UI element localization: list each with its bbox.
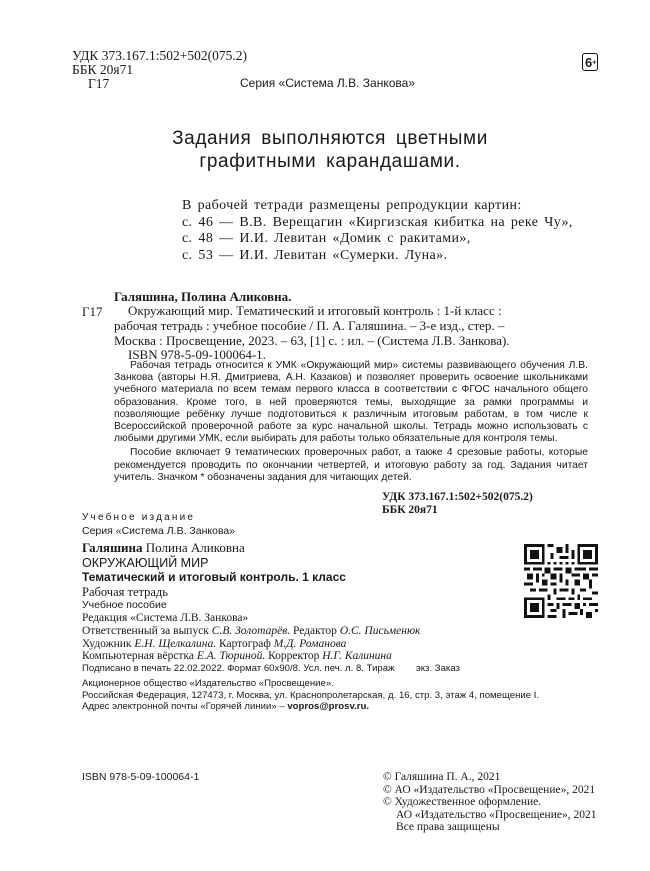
notice-line-1: Задания выполняются цветными	[172, 128, 488, 149]
header-udk: УДК 373.167.1:502+502(075.2)	[72, 48, 248, 63]
age-rating-badge	[582, 53, 598, 71]
bibliography-code: Г17	[82, 304, 103, 319]
imprint-subtitle: Тематический и итоговый контроль. 1 класс	[82, 570, 346, 584]
imprint-kind: Учебное пособие	[82, 599, 167, 611]
copyright-line: © АО «Издательство «Просвещение», 2021	[383, 783, 596, 796]
credits-row	[82, 650, 420, 663]
credits-row	[82, 625, 420, 638]
credit-label: Редактор	[292, 624, 337, 637]
notice-line-2: графитными карандашами.	[199, 151, 461, 172]
isbn: ISBN 978-5-09-100064-1	[82, 771, 200, 783]
credit-name: Н.Г. Калинина	[322, 650, 392, 663]
reproduction-item: с. 48 — И.И. Левитан «Домик с ракитами»,	[182, 231, 471, 246]
publisher-address: Российская Федерация, 127473, г. Москва, ул. Краснопролетарская, д. 16, стр. 3, этаж 4, помещение I.	[82, 689, 540, 701]
imprint-author-surname: Галяшина	[82, 540, 143, 555]
bibliography-isbn: ISBN 978-5-09-100064-1.	[128, 347, 266, 363]
annotation-paragraph-2: Пособие включает 9 тематических проверочных работ, а также 4 срезовые работы, которые рекомендуется проводить по окончании четвертей, и итоговую работу за год. Задания читает учитель. Значком * обозначены задания для читающих детей.	[114, 447, 588, 483]
age-rating-plus: +	[592, 59, 597, 67]
credit-name: М.Д. Романова	[273, 637, 347, 650]
header-series: Серия «Система Л.В. Занкова»	[240, 76, 415, 90]
credit-label: Художник	[82, 637, 132, 650]
annotation-paragraph-1: Рабочая тетрадь относится к УМК «Окружающий мир» системы развивающего обучения Л.В. Занкова (авторы Н.Я. Дмитриева, А.Н. Казаков) и позволяет проверить освоение школьниками учебного материала по всем темам первого класса в соответствии с ФГОС начального общего образования. Кроме того, в ней проверяются темы, выходящие за рамки программы и позволяющие ребёнку лучше подготовиться к различным итоговым работам, в том числе к Всероссийской проверочной работе за курс начальной школы. Тетрадь можно использовать с любыми другими УМК, если выбирать для работы только обязательные для контроля темы.	[114, 360, 588, 445]
imprint-series: Серия «Система Л.В. Занкова»	[82, 525, 236, 537]
imprint-author-name: Полина Аликовна	[145, 540, 245, 555]
credit-label: Компьютерная вёрстка	[82, 650, 194, 663]
hotline-email-row	[82, 701, 539, 713]
print-signed: Подписано в печать 22.02.2022. Формат 60x90/8. Усл. печ. л. 8. Тираж экз. Заказ	[82, 663, 460, 674]
bibliography-author: Галяшина, Полина Аликовна.	[114, 289, 292, 304]
classification-bbk: ББК 20я71	[382, 504, 438, 516]
copyright-line: АО «Издательство «Просвещение», 2021	[396, 808, 597, 821]
publisher-name: Акционерное общество «Издательство «Просвещение».	[82, 677, 334, 689]
credit-label: Корректор	[268, 650, 320, 663]
bibliography-line: рабочая тетрадь : учебное пособие / П. А. Галяшина. – 3-е изд., стер. –	[114, 317, 505, 333]
annotation	[114, 360, 588, 484]
imprint-type: Рабочая тетрадь	[82, 585, 168, 599]
edition-type: Учебное издание	[82, 512, 196, 523]
credit-name: Е.Н. Щелкалина.	[134, 637, 217, 650]
credits-editorial: Редакция «Система Л.В. Занкова»	[82, 612, 249, 624]
bibliography-line: Москва : Просвещение, 2023. – 63, [1] с. : ил. – (Система Л.В. Занкова).	[114, 332, 510, 348]
credit-name: Е.А. Тюриной.	[196, 650, 266, 663]
qr-code-icon	[523, 544, 599, 618]
credit-label: Картограф	[218, 637, 271, 650]
credit-label: Ответственный за выпуск	[82, 624, 209, 637]
reproductions-intro: В рабочей тетради размещены репродукции картин:	[182, 198, 522, 213]
rights-reserved: Все права защищены	[396, 821, 500, 834]
copyright-block	[383, 771, 596, 834]
header-bbk: ББК 20я71	[72, 62, 134, 77]
age-rating-value: 6	[585, 55, 593, 70]
hotline-email-label: Адрес электронной почты «Горячей линии» –	[82, 701, 285, 713]
credits-row	[82, 638, 420, 651]
classification-udk: УДК 373.167.1:502+502(075.2)	[382, 491, 533, 503]
credit-name: С.В. Золотарёв.	[211, 624, 291, 637]
copyright-line: © Галяшина П. А., 2021	[383, 771, 501, 783]
imprint-title: ОКРУЖАЮЩИЙ МИР	[82, 556, 209, 570]
hotline-email: vopros@prosv.ru.	[287, 701, 370, 713]
imprint-author	[82, 540, 245, 555]
copyright-line: © Художественное оформление.	[383, 796, 542, 809]
reproductions-list	[182, 198, 573, 264]
credit-name: О.С. Письменюк	[339, 624, 421, 637]
header-author-code: Г17	[88, 76, 110, 91]
reproduction-item: с. 46 — В.В. Верещагин «Киргизская кибитка на реке Чу»,	[182, 214, 573, 230]
credits	[82, 612, 420, 663]
bibliography-record	[114, 304, 584, 363]
reproduction-item: с. 53 — И.И. Левитан «Сумерки. Луна».	[182, 247, 448, 263]
print-info	[82, 663, 539, 713]
bibliography-line: Окружающий мир. Тематический и итоговый контроль : 1-й класс :	[128, 303, 502, 318]
pencil-notice	[150, 127, 510, 173]
